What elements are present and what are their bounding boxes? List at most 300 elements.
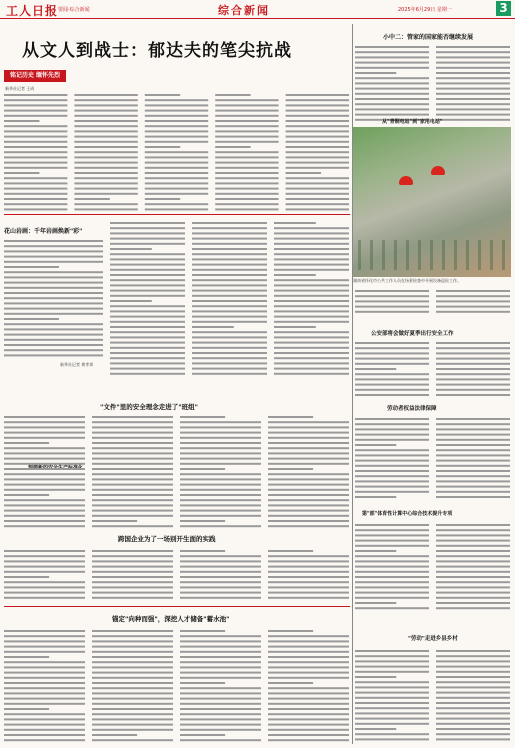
right-mid-3-title: 第"部"体育性计算中心综合技术提升专项: [362, 511, 453, 517]
text-line: [436, 560, 510, 562]
masthead-subtitle: 要闻·综合新闻: [58, 7, 90, 13]
text-line: [436, 602, 510, 604]
text-line: [268, 426, 349, 428]
text-line: [92, 504, 173, 506]
text-line: [92, 592, 173, 594]
text-line: [355, 434, 429, 436]
text-line: [274, 310, 349, 312]
text-line: [355, 723, 429, 725]
text-line: [436, 428, 510, 430]
text-line: [355, 555, 429, 557]
text-line: [192, 305, 267, 307]
text-line: [4, 656, 49, 658]
text-line: [92, 566, 173, 568]
text-line: [436, 534, 510, 536]
text-line: [4, 651, 85, 653]
text-line: [355, 439, 429, 441]
text-line: [4, 115, 67, 117]
text-line: [92, 687, 173, 689]
text-line: [436, 728, 510, 730]
text-line: [4, 499, 85, 501]
text-line: [145, 99, 208, 101]
text-line: [4, 520, 85, 522]
text-line: [436, 733, 510, 735]
text-line: [274, 227, 349, 229]
text-line: [274, 321, 349, 323]
text-line: [110, 232, 185, 234]
text-line: [268, 515, 349, 517]
text-line: [268, 739, 349, 741]
text-line: [436, 465, 510, 467]
text-line: [355, 418, 429, 420]
text-line: [4, 484, 85, 486]
text-line: [145, 182, 208, 184]
divider: [4, 214, 350, 215]
text-line: [355, 108, 429, 110]
text-line: [180, 724, 261, 726]
text-line: [355, 82, 429, 84]
text-line: [4, 151, 67, 153]
text-line: [4, 581, 85, 583]
text-line: [145, 198, 180, 200]
text-line: [4, 120, 39, 122]
text-line: [355, 534, 429, 536]
text-line: [180, 555, 261, 557]
text-line: [268, 442, 349, 444]
text-line: [355, 660, 429, 662]
right-mid-2-body: [355, 416, 511, 500]
text-line: [268, 734, 349, 736]
text-line: [180, 677, 261, 679]
text-line: [355, 728, 396, 730]
text-line: [268, 576, 349, 578]
text-line: [4, 354, 103, 356]
text-line: [4, 510, 85, 512]
text-line: [268, 555, 349, 557]
text-line: [192, 238, 267, 240]
text-line: [268, 630, 313, 632]
text-line: [180, 661, 261, 663]
text-line: [145, 203, 208, 205]
text-line: [92, 478, 173, 480]
text-line: [74, 177, 137, 179]
text-line: [274, 295, 349, 297]
text-line: [110, 326, 185, 328]
text-line: [4, 729, 85, 731]
text-line: [268, 724, 349, 726]
text-line: [4, 250, 103, 252]
text-line: [355, 373, 429, 375]
text-line: [180, 473, 261, 475]
text-line: [110, 305, 185, 307]
text-line: [355, 524, 429, 526]
text-line: [192, 290, 267, 292]
text-line: [192, 347, 267, 349]
text-line: [92, 473, 173, 475]
text-line: [145, 162, 208, 164]
text-line: [215, 141, 278, 143]
text-line: [180, 630, 225, 632]
text-line: [274, 232, 349, 234]
text-line: [355, 62, 429, 64]
text-line: [436, 702, 510, 704]
text-line: [355, 681, 429, 683]
text-line: [4, 426, 85, 428]
text-line: [4, 156, 67, 158]
text-line: [92, 571, 173, 573]
text-line: [268, 520, 349, 522]
flowers-byline: 新华社记者 黄孝邦: [60, 362, 94, 367]
text-line: [436, 300, 510, 302]
text-line: [355, 718, 429, 720]
text-line: [74, 198, 109, 200]
text-line: [215, 156, 278, 158]
text-line: [355, 454, 429, 456]
text-line: [192, 222, 267, 224]
text-line: [355, 363, 429, 365]
text-line: [192, 352, 267, 354]
column-banner: 铭记历史 缅怀先烈: [4, 70, 66, 82]
lead-body-text: [4, 92, 350, 212]
text-line: [74, 104, 137, 106]
text-line: [92, 489, 173, 491]
text-line: [4, 677, 85, 679]
text-line: [192, 258, 267, 260]
text-line: [436, 586, 510, 588]
text-line: [286, 120, 349, 122]
text-line: [436, 540, 510, 542]
text-line: [4, 571, 85, 573]
text-line: [192, 295, 267, 297]
text-line: [4, 504, 85, 506]
text-line: [180, 672, 261, 674]
text-line: [355, 676, 396, 678]
text-line: [180, 666, 261, 668]
text-line: [92, 597, 173, 599]
text-line: [436, 524, 510, 526]
text-line: [110, 253, 185, 255]
column-rule: [352, 24, 353, 744]
text-line: [268, 640, 349, 642]
text-line: [268, 468, 313, 470]
text-line: [436, 295, 510, 297]
text-line: [4, 208, 67, 210]
text-line: [192, 227, 267, 229]
text-line: [436, 352, 510, 354]
text-line: [180, 581, 261, 583]
text-line: [92, 468, 173, 470]
text-line: [4, 99, 67, 101]
text-line: [274, 362, 349, 364]
text-line: [436, 712, 510, 714]
text-line: [4, 344, 103, 346]
text-line: [180, 698, 261, 700]
text-line: [355, 597, 429, 599]
text-line: [355, 378, 429, 380]
flowers-body: [4, 238, 104, 368]
text-line: [74, 120, 137, 122]
text-line: [4, 287, 103, 289]
text-line: [192, 373, 267, 375]
text-line: [286, 188, 349, 190]
text-line: [436, 342, 510, 344]
text-line: [145, 94, 180, 96]
text-line: [274, 326, 316, 328]
text-line: [355, 491, 429, 493]
text-line: [355, 707, 429, 709]
text-line: [268, 525, 349, 527]
text-line: [4, 682, 85, 684]
text-line: [436, 290, 510, 292]
text-line: [274, 238, 349, 240]
text-line: [110, 310, 185, 312]
text-line: [4, 141, 67, 143]
center-bottom-title: 锚定"向种而强"，深挖人才储备"蓄水池": [112, 615, 230, 623]
text-line: [180, 687, 261, 689]
text-line: [4, 177, 67, 179]
text-line: [355, 347, 429, 349]
text-line: [436, 496, 510, 498]
text-line: [286, 110, 349, 112]
text-line: [110, 222, 185, 224]
study-title: "文件"里的安全理念走进了"班组": [100, 403, 199, 411]
text-line: [286, 125, 349, 127]
text-line: [274, 222, 316, 224]
text-line: [436, 550, 510, 552]
text-line: [4, 323, 103, 325]
text-line: [268, 682, 313, 684]
text-line: [274, 248, 349, 250]
text-line: [180, 729, 261, 731]
text-line: [92, 499, 173, 501]
text-line: [192, 300, 267, 302]
text-line: [215, 115, 278, 117]
text-line: [286, 146, 349, 148]
text-line: [268, 504, 349, 506]
text-line: [355, 566, 429, 568]
text-line: [4, 586, 85, 588]
text-line: [192, 362, 267, 364]
text-line: [436, 378, 510, 380]
text-line: [274, 357, 349, 359]
text-line: [436, 347, 510, 349]
text-line: [92, 520, 137, 522]
text-line: [355, 697, 429, 699]
text-line: [145, 146, 180, 148]
text-line: [192, 357, 267, 359]
text-line: [4, 452, 85, 454]
text-line: [192, 284, 267, 286]
text-line: [436, 738, 510, 740]
text-line: [4, 592, 85, 594]
text-line: [145, 193, 208, 195]
text-line: [436, 384, 510, 386]
text-line: [436, 82, 510, 84]
text-line: [180, 692, 261, 694]
text-line: [436, 697, 510, 699]
text-line: [436, 46, 510, 48]
text-line: [268, 447, 349, 449]
text-line: [192, 368, 267, 370]
text-line: [92, 494, 173, 496]
text-line: [436, 98, 510, 100]
text-line: [274, 284, 349, 286]
text-line: [274, 331, 349, 333]
text-line: [355, 67, 429, 69]
text-line: [74, 208, 137, 210]
text-line: [215, 177, 278, 179]
text-line: [215, 167, 278, 169]
text-line: [274, 279, 349, 281]
text-line: [268, 437, 349, 439]
text-line: [274, 264, 349, 266]
text-line: [92, 484, 173, 486]
section-title: 综合新闻: [218, 4, 270, 17]
text-line: [92, 692, 173, 694]
text-line: [110, 295, 185, 297]
text-line: [436, 480, 510, 482]
text-line: [436, 358, 510, 360]
text-line: [74, 125, 137, 127]
text-line: [215, 193, 278, 195]
text-line: [268, 484, 349, 486]
text-line: [180, 504, 261, 506]
text-line: [355, 581, 429, 583]
text-line: [92, 586, 173, 588]
text-line: [92, 416, 173, 418]
text-line: [268, 510, 349, 512]
text-line: [180, 421, 261, 423]
text-line: [92, 635, 173, 637]
text-line: [268, 452, 349, 454]
text-line: [180, 484, 261, 486]
text-line: [4, 724, 85, 726]
text-line: [145, 125, 208, 127]
text-line: [110, 347, 185, 349]
text-line: [286, 182, 349, 184]
text-line: [110, 274, 185, 276]
text-line: [274, 253, 349, 255]
text-line: [274, 258, 349, 260]
text-line: [4, 560, 85, 562]
text-line: [268, 566, 349, 568]
text-line: [215, 203, 278, 205]
text-line: [4, 473, 85, 475]
text-line: [4, 635, 85, 637]
text-line: [274, 243, 349, 245]
text-line: [4, 349, 103, 351]
text-line: [145, 151, 208, 153]
text-line: [436, 655, 510, 657]
text-line: [192, 331, 267, 333]
text-line: [286, 167, 349, 169]
text-line: [4, 308, 103, 310]
text-line: [74, 182, 137, 184]
text-line: [436, 119, 510, 121]
photo-equipment: [358, 240, 508, 270]
text-line: [268, 586, 349, 588]
text-line: [436, 77, 510, 79]
text-line: [215, 94, 250, 96]
text-line: [268, 666, 349, 668]
text-line: [145, 208, 208, 210]
text-line: [436, 363, 510, 365]
text-line: [110, 373, 185, 375]
text-line: [355, 692, 429, 694]
text-line: [180, 478, 261, 480]
text-line: [145, 120, 208, 122]
text-line: [436, 686, 510, 688]
text-line: [355, 550, 396, 552]
text-line: [92, 646, 173, 648]
text-line: [268, 581, 349, 583]
text-line: [436, 439, 510, 441]
text-line: [274, 352, 349, 354]
right-mid-1-title: 公安部将会做好夏季出行安全工作: [371, 331, 454, 337]
text-line: [436, 394, 510, 396]
text-line: [274, 290, 349, 292]
text-line: [436, 475, 510, 477]
text-line: [436, 650, 510, 652]
text-line: [92, 682, 173, 684]
text-line: [74, 188, 137, 190]
text-line: [4, 193, 67, 195]
text-line: [215, 198, 278, 200]
text-line: [180, 452, 261, 454]
text-line: [180, 576, 261, 578]
text-line: [180, 550, 225, 552]
text-line: [355, 712, 429, 714]
text-line: [180, 713, 261, 715]
text-line: [192, 269, 267, 271]
text-line: [355, 607, 429, 609]
text-line: [4, 432, 85, 434]
text-line: [355, 358, 429, 360]
boundary-title: 跨国企业为了一场别开生面的实践: [118, 535, 216, 543]
text-line: [192, 243, 267, 245]
text-line: [4, 734, 85, 736]
text-line: [192, 274, 267, 276]
text-line: [274, 300, 349, 302]
text-line: [355, 496, 396, 498]
text-line: [268, 718, 349, 720]
text-line: [180, 499, 261, 501]
text-line: [4, 576, 49, 578]
text-line: [180, 703, 261, 705]
text-line: [74, 162, 137, 164]
text-line: [4, 271, 103, 273]
right-body-1: [355, 288, 511, 318]
text-line: [4, 458, 85, 460]
text-line: [268, 635, 349, 637]
text-line: [436, 576, 510, 578]
text-line: [92, 703, 173, 705]
text-line: [274, 274, 316, 276]
text-line: [4, 146, 67, 148]
text-line: [4, 640, 85, 642]
text-line: [268, 499, 349, 501]
text-line: [355, 394, 429, 396]
text-line: [355, 295, 429, 297]
text-line: [268, 651, 349, 653]
text-line: [268, 432, 349, 434]
text-line: [192, 342, 267, 344]
text-line: [215, 136, 278, 138]
text-line: [92, 458, 173, 460]
text-line: [355, 98, 429, 100]
text-line: [180, 640, 261, 642]
text-line: [268, 729, 349, 731]
